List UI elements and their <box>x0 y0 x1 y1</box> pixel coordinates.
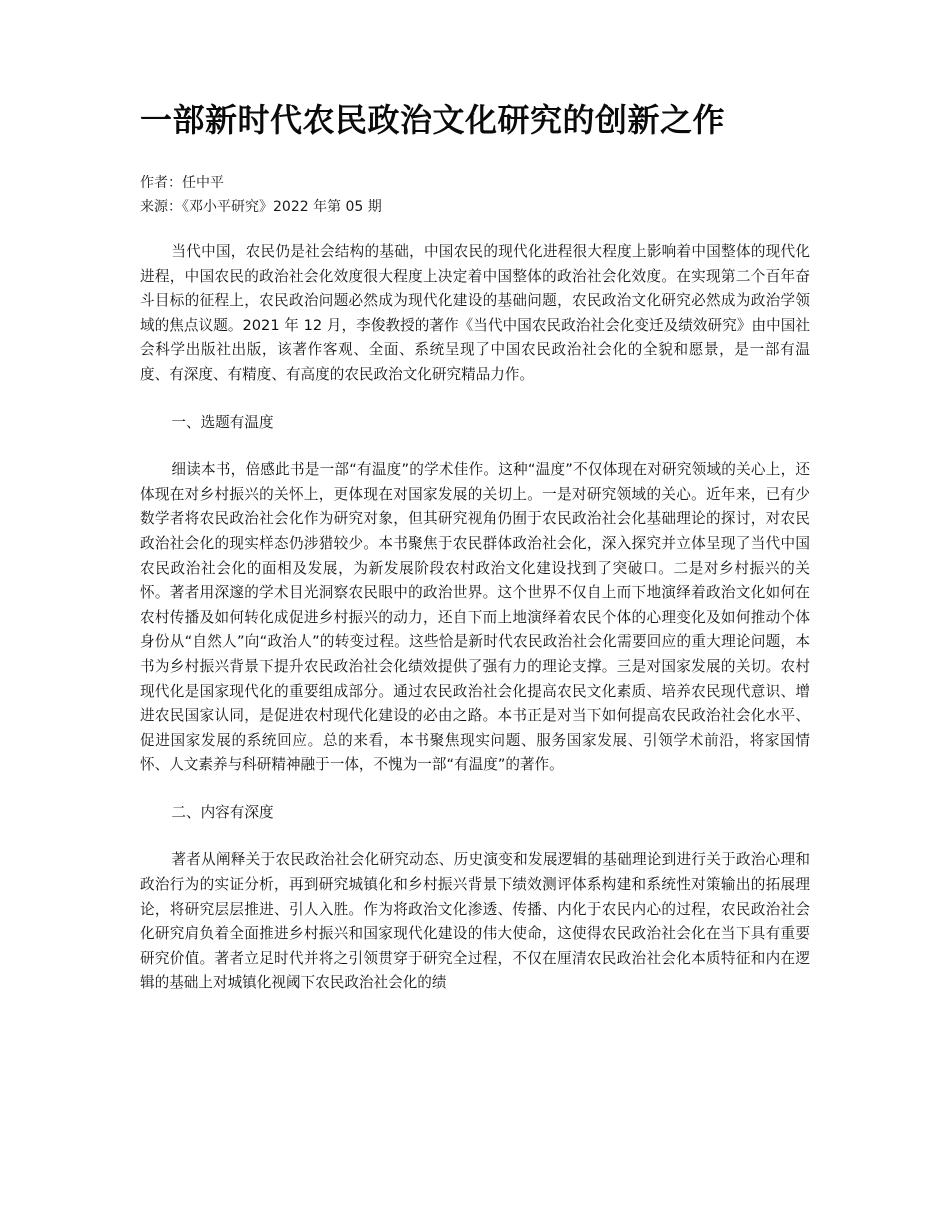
section-heading-2: 二、内容有深度 <box>171 803 274 821</box>
section-2-paragraph: 著者从阐释关于农民政治社会化研究动态、历史演变和发展逻辑的基础理论到进行关于政治心理和政治行为的实证分析，再到研究城镇化和乡村振兴背景下绩效测评体系构建和系统性对策输出的拓展理论，将研究层层推进、引人入胜。作为将政治文化渗透、传播、内化于农民内心的过程，农民政治社会化研究肩负着全面推进乡村振兴和国家现代化建设的伟大使命，这使得农民政治社会化在当下具有重要研究价值。著者立足时代并将之引领贯穿于研究全过程，不仅在厘清农民政治社会化本质特征和内在逻辑的基础上对城镇化视阈下农民政治社会化的绩 <box>140 851 810 992</box>
document-page <box>140 98 810 996</box>
intro-paragraph: 当代中国，农民仍是社会结构的基础，中国农民的现代化进程很大程度上影响着中国整体的现代化进程，中国农民的政治社会化效度很大程度上决定着中国整体的政治社会化效度。在实现第二个百年奋斗目标的征程上，农民政治问题必然成为现代化建设的基础问题，农民政治文化研究必然成为政治学领域的焦点议题。2021 年 12 月，李俊教授的著作《当代中国农民政治社会化变迁及绩效研究》由中国社会科学出版社出版，该著作客观、全面、系统呈现了中国农民政治社会化的全貌和愿景，是一部有温度、有深度、有精度、有高度的农民政治文化研究精品力作。 <box>140 243 810 383</box>
article-body <box>140 240 810 996</box>
author-line: 作者：任中平 <box>140 175 224 191</box>
source-line: 来源：《邓小平研究》2022 年第 05 期 <box>140 199 382 215</box>
article-title: 一部新时代农民政治文化研究的创新之作 <box>140 101 726 139</box>
article-meta <box>140 171 810 219</box>
section-heading-1: 一、选题有温度 <box>171 413 274 431</box>
section-1-paragraph: 细读本书，倍感此书是一部“有温度”的学术佳作。这种“温度”不仅体现在对研究领域的关心上，还体现在对乡村振兴的关怀上，更体现在对国家发展的关切上。一是对研究领域的关心。近年来，已有少数学者将农民政治社会化作为研究对象，但其研究视角仍囿于农民政治社会化基础理论的探讨，对农民政治社会化的现实样态仍涉猎较少。本书聚焦于农民群体政治社会化，深入探究并立体呈现了当代中国农民政治社会化的面相及发展，为新发展阶段农村政治文化建设找到了突破口。二是对乡村振兴的关怀。著者用深邃的学术目光洞察农民眼中的政治世界。这个世界不仅自上而下地演绎着政治文化如何在农村传播及如何转化成促进乡村振兴的动力，还自下而上地演绎着农民个体的心理变化及如何推动个体身份从“自然人”向“政治人”的转变过程。这些恰是新时代农民政治社会化需要回应的重大理论问题，本书为乡村振兴背景下提升农民政治社会化绩效提供了强有力的理论支撑。三是对国家发展的关切。农村现代化是国家现代化的重要组成部分。通过农民政治社会化提高农民文化素质、培养农民现代意识、增进农民国家认同，是促进农村现代化建设的必由之路。本书正是对当下如何提高农民政治社会化水平、促进国家发展的系统回应。总的来看，本书聚焦现实问题、服务国家发展、引领学术前沿，将家国情怀、人文素养与科研精神融于一体，不愧为一部“有温度”的著作。 <box>140 461 810 774</box>
